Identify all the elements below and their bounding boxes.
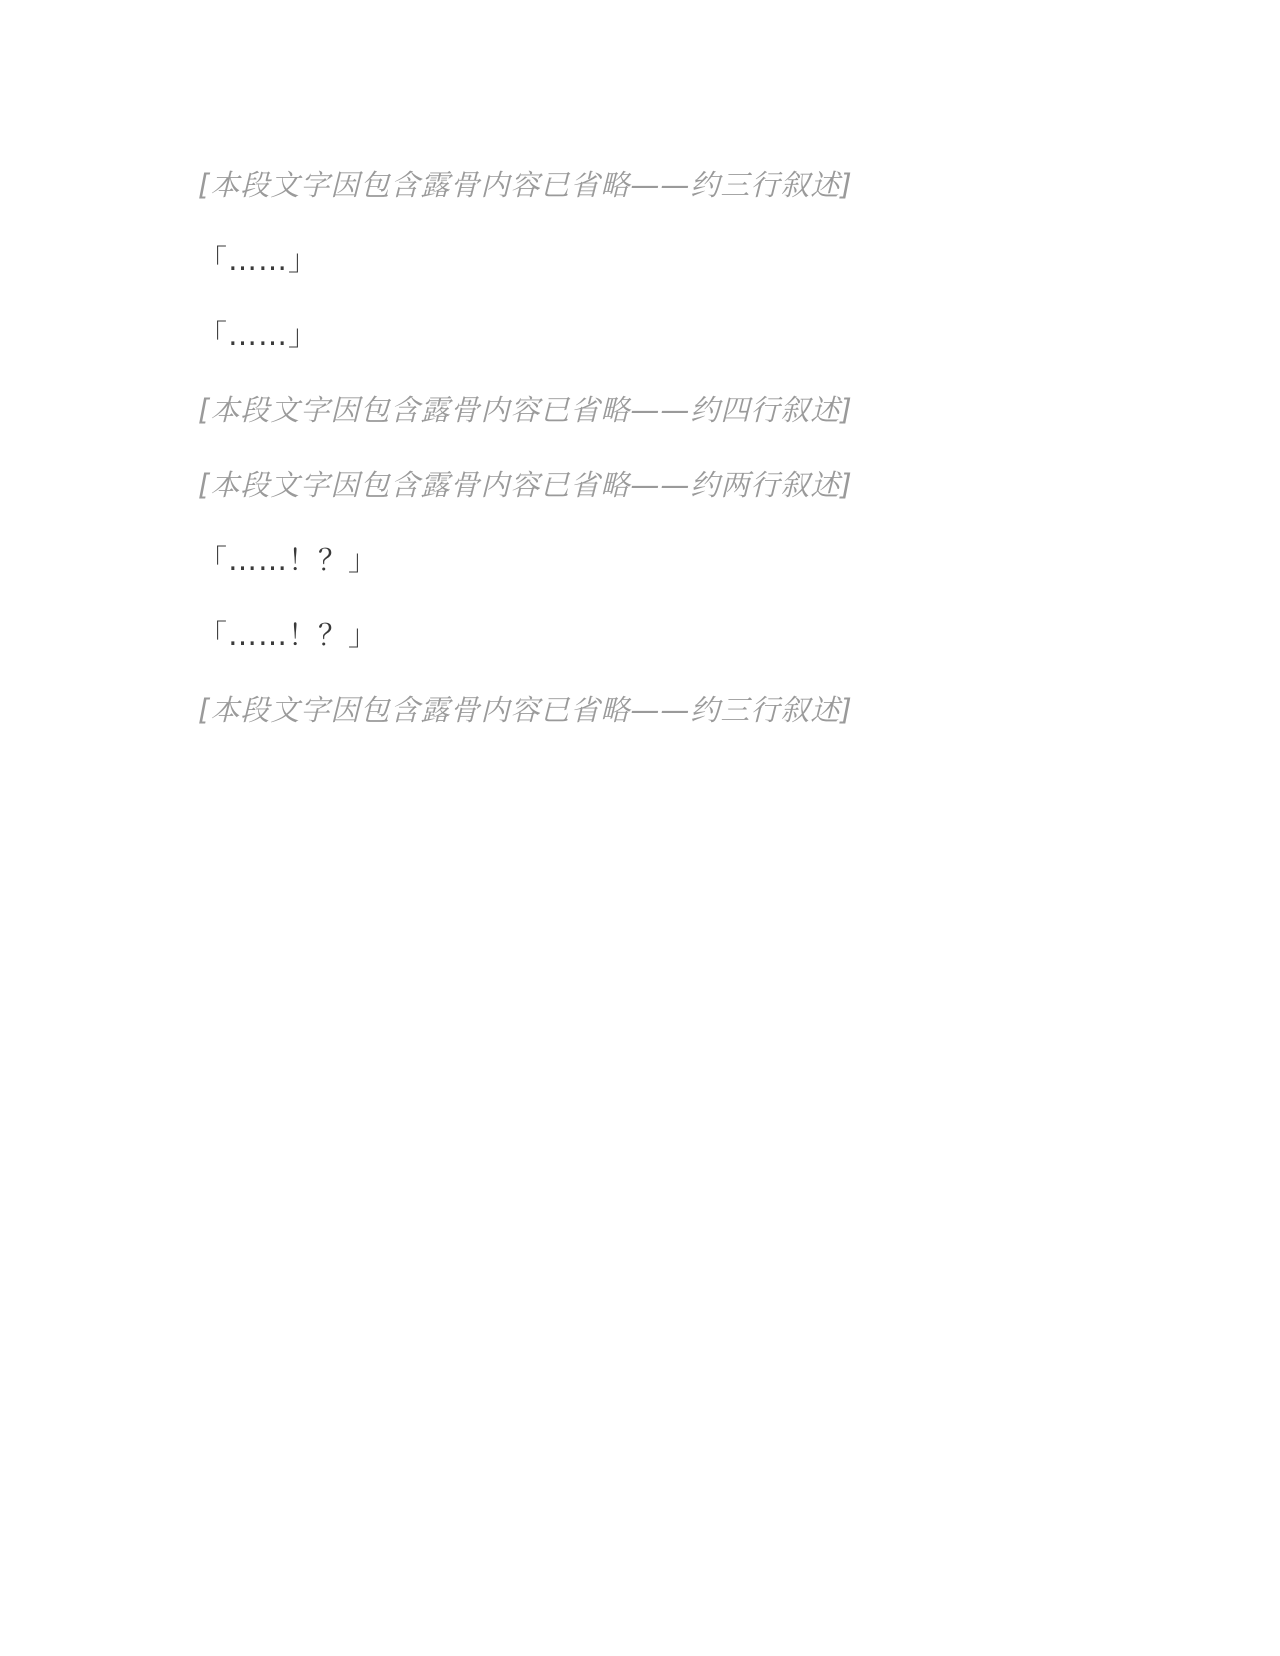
paragraph: [本段文字因包含露骨内容已省略——约三行叙述] bbox=[198, 168, 853, 202]
paragraph: [本段文字因包含露骨内容已省略——约四行叙述] bbox=[198, 393, 853, 427]
paragraph: [本段文字因包含露骨内容已省略——约三行叙述] bbox=[198, 693, 853, 727]
paragraph: 「……！？」 bbox=[198, 618, 379, 652]
paragraph: 「……」 bbox=[198, 318, 319, 352]
paragraph: [本段文字因包含露骨内容已省略——约两行叙述] bbox=[198, 468, 853, 502]
text-body bbox=[140, 148, 1140, 748]
paragraph: 「……！？」 bbox=[198, 543, 379, 577]
paragraph: 「……」 bbox=[198, 243, 319, 277]
